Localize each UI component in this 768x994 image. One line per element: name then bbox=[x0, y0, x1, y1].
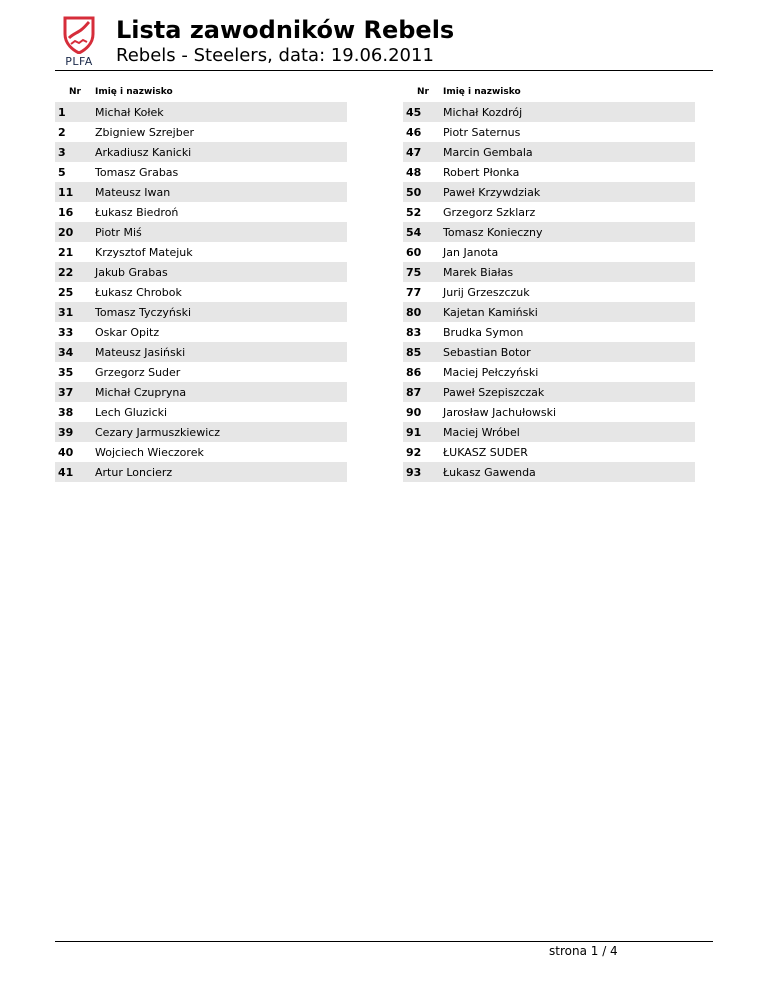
roster-rows-right bbox=[403, 102, 695, 482]
player-number: 90 bbox=[406, 405, 422, 419]
column-header-name: Imię i nazwisko bbox=[443, 87, 521, 97]
player-name: Tomasz Grabas bbox=[95, 165, 179, 179]
player-name: Marcin Gembala bbox=[443, 145, 533, 159]
player-number: 54 bbox=[406, 225, 422, 239]
player-name: ŁUKASZ SUDER bbox=[443, 445, 528, 459]
player-name: Mateusz Jasiński bbox=[95, 345, 186, 359]
table-row bbox=[403, 382, 695, 402]
player-number: 46 bbox=[406, 125, 422, 139]
player-name: Sebastian Botor bbox=[443, 345, 531, 359]
player-name: Michał Czupryna bbox=[95, 385, 187, 399]
table-row bbox=[55, 322, 347, 342]
player-name: Brudka Symon bbox=[443, 325, 524, 339]
column-header-nr: Nr bbox=[69, 87, 81, 97]
player-number: 20 bbox=[58, 225, 74, 239]
player-name: Marek Białas bbox=[443, 265, 514, 279]
table-row bbox=[55, 462, 347, 482]
player-number: 48 bbox=[406, 165, 422, 179]
table-row bbox=[55, 302, 347, 322]
player-number: 35 bbox=[58, 365, 74, 379]
table-header bbox=[55, 82, 347, 102]
table-row bbox=[55, 242, 347, 262]
player-name: Tomasz Tyczyński bbox=[95, 305, 192, 319]
table-row bbox=[55, 342, 347, 362]
player-number: 22 bbox=[58, 265, 74, 279]
table-row bbox=[403, 422, 695, 442]
table-row bbox=[403, 202, 695, 222]
table-row bbox=[403, 102, 695, 122]
player-name: Michał Kołek bbox=[95, 105, 164, 119]
table-row bbox=[403, 442, 695, 462]
player-number: 83 bbox=[406, 325, 422, 339]
player-name: Piotr Saternus bbox=[443, 125, 521, 139]
player-number: 45 bbox=[406, 105, 422, 119]
player-name: Mateusz Iwan bbox=[95, 185, 171, 199]
player-name: Łukasz Biedroń bbox=[95, 205, 179, 219]
page-header bbox=[55, 14, 713, 71]
player-number: 47 bbox=[406, 145, 422, 159]
player-number: 5 bbox=[58, 165, 66, 179]
player-name: Paweł Krzywdziak bbox=[443, 185, 541, 199]
table-row bbox=[55, 382, 347, 402]
table-row bbox=[55, 142, 347, 162]
column-header-nr: Nr bbox=[417, 87, 429, 97]
player-name: Maciej Pełczyński bbox=[443, 365, 539, 379]
table-row bbox=[55, 442, 347, 462]
player-number: 87 bbox=[406, 385, 422, 399]
player-number: 91 bbox=[406, 425, 422, 439]
table-row bbox=[403, 242, 695, 262]
player-number: 80 bbox=[406, 305, 422, 319]
table-row bbox=[403, 322, 695, 342]
table-row bbox=[55, 202, 347, 222]
table-row bbox=[403, 462, 695, 482]
player-number: 93 bbox=[406, 465, 422, 479]
player-name: Tomasz Konieczny bbox=[443, 225, 543, 239]
table-row bbox=[55, 222, 347, 242]
player-name: Jurij Grzeszczuk bbox=[443, 285, 530, 299]
player-number: 41 bbox=[58, 465, 74, 479]
player-number: 1 bbox=[58, 105, 66, 119]
table-row bbox=[55, 282, 347, 302]
table-header bbox=[403, 82, 695, 102]
player-number: 75 bbox=[406, 265, 422, 279]
player-number: 21 bbox=[58, 245, 74, 259]
table-row bbox=[55, 402, 347, 422]
player-name: Lech Gluzicki bbox=[95, 405, 168, 419]
player-name: Maciej Wróbel bbox=[443, 425, 520, 439]
table-row bbox=[55, 122, 347, 142]
table-row bbox=[55, 162, 347, 182]
roster-rows-left bbox=[55, 102, 347, 482]
table-row bbox=[403, 302, 695, 322]
player-number: 38 bbox=[58, 405, 74, 419]
player-number: 85 bbox=[406, 345, 422, 359]
player-number: 25 bbox=[58, 285, 74, 299]
player-name: Łukasz Gawenda bbox=[443, 465, 536, 479]
player-name: Jakub Grabas bbox=[95, 265, 168, 279]
player-name: Jan Janota bbox=[443, 245, 499, 259]
player-number: 31 bbox=[58, 305, 74, 319]
player-name: Wojciech Wieczorek bbox=[95, 445, 204, 459]
player-name: Artur Loncierz bbox=[95, 465, 173, 479]
table-row bbox=[55, 362, 347, 382]
player-name: Cezary Jarmuszkiewicz bbox=[95, 425, 221, 439]
logo-text: PLFA bbox=[65, 55, 93, 68]
table-row bbox=[55, 422, 347, 442]
player-number: 34 bbox=[58, 345, 74, 359]
player-name: Paweł Szepiszczak bbox=[443, 385, 545, 399]
page-title: Lista zawodników Rebels bbox=[116, 16, 455, 44]
roster-table-right bbox=[403, 82, 695, 482]
table-row bbox=[403, 402, 695, 422]
player-name: Oskar Opitz bbox=[95, 325, 160, 339]
player-number: 86 bbox=[406, 365, 422, 379]
table-row bbox=[55, 102, 347, 122]
table-row bbox=[403, 262, 695, 282]
player-number: 16 bbox=[58, 205, 74, 219]
column-header-name: Imię i nazwisko bbox=[95, 87, 173, 97]
player-name: Arkadiusz Kanicki bbox=[95, 145, 192, 159]
table-row bbox=[55, 262, 347, 282]
player-name: Kajetan Kamiński bbox=[443, 305, 538, 319]
table-row bbox=[403, 182, 695, 202]
table-row bbox=[55, 182, 347, 202]
table-row bbox=[403, 122, 695, 142]
page-number: strona 1 / 4 bbox=[549, 944, 618, 958]
player-number: 2 bbox=[58, 125, 66, 139]
table-row bbox=[403, 162, 695, 182]
player-name: Łukasz Chrobok bbox=[95, 285, 182, 299]
roster-table-left bbox=[55, 82, 347, 482]
table-row bbox=[403, 282, 695, 302]
page-subtitle: Rebels - Steelers, data: 19.06.2011 bbox=[116, 45, 434, 66]
player-number: 3 bbox=[58, 145, 66, 159]
plfa-logo bbox=[55, 16, 103, 72]
player-name: Michał Kozdrój bbox=[443, 105, 523, 119]
shield-logo-icon bbox=[63, 16, 95, 54]
player-name: Grzegorz Suder bbox=[95, 365, 181, 379]
player-name: Grzegorz Szklarz bbox=[443, 205, 536, 219]
player-number: 50 bbox=[406, 185, 422, 199]
player-number: 33 bbox=[58, 325, 74, 339]
player-number: 40 bbox=[58, 445, 74, 459]
player-number: 52 bbox=[406, 205, 422, 219]
table-row bbox=[403, 362, 695, 382]
player-name: Robert Płonka bbox=[443, 165, 520, 179]
footer-rule bbox=[55, 941, 713, 942]
player-number: 77 bbox=[406, 285, 422, 299]
player-name: Jarosław Jachułowski bbox=[443, 405, 557, 419]
table-row bbox=[403, 342, 695, 362]
player-name: Krzysztof Matejuk bbox=[95, 245, 193, 259]
table-row bbox=[403, 142, 695, 162]
player-name: Zbigniew Szrejber bbox=[95, 125, 194, 139]
player-number: 39 bbox=[58, 425, 74, 439]
player-number: 37 bbox=[58, 385, 74, 399]
player-number: 60 bbox=[406, 245, 422, 259]
table-row bbox=[403, 222, 695, 242]
player-number: 11 bbox=[58, 185, 74, 199]
player-number: 92 bbox=[406, 445, 422, 459]
player-name: Piotr Miś bbox=[95, 225, 142, 239]
